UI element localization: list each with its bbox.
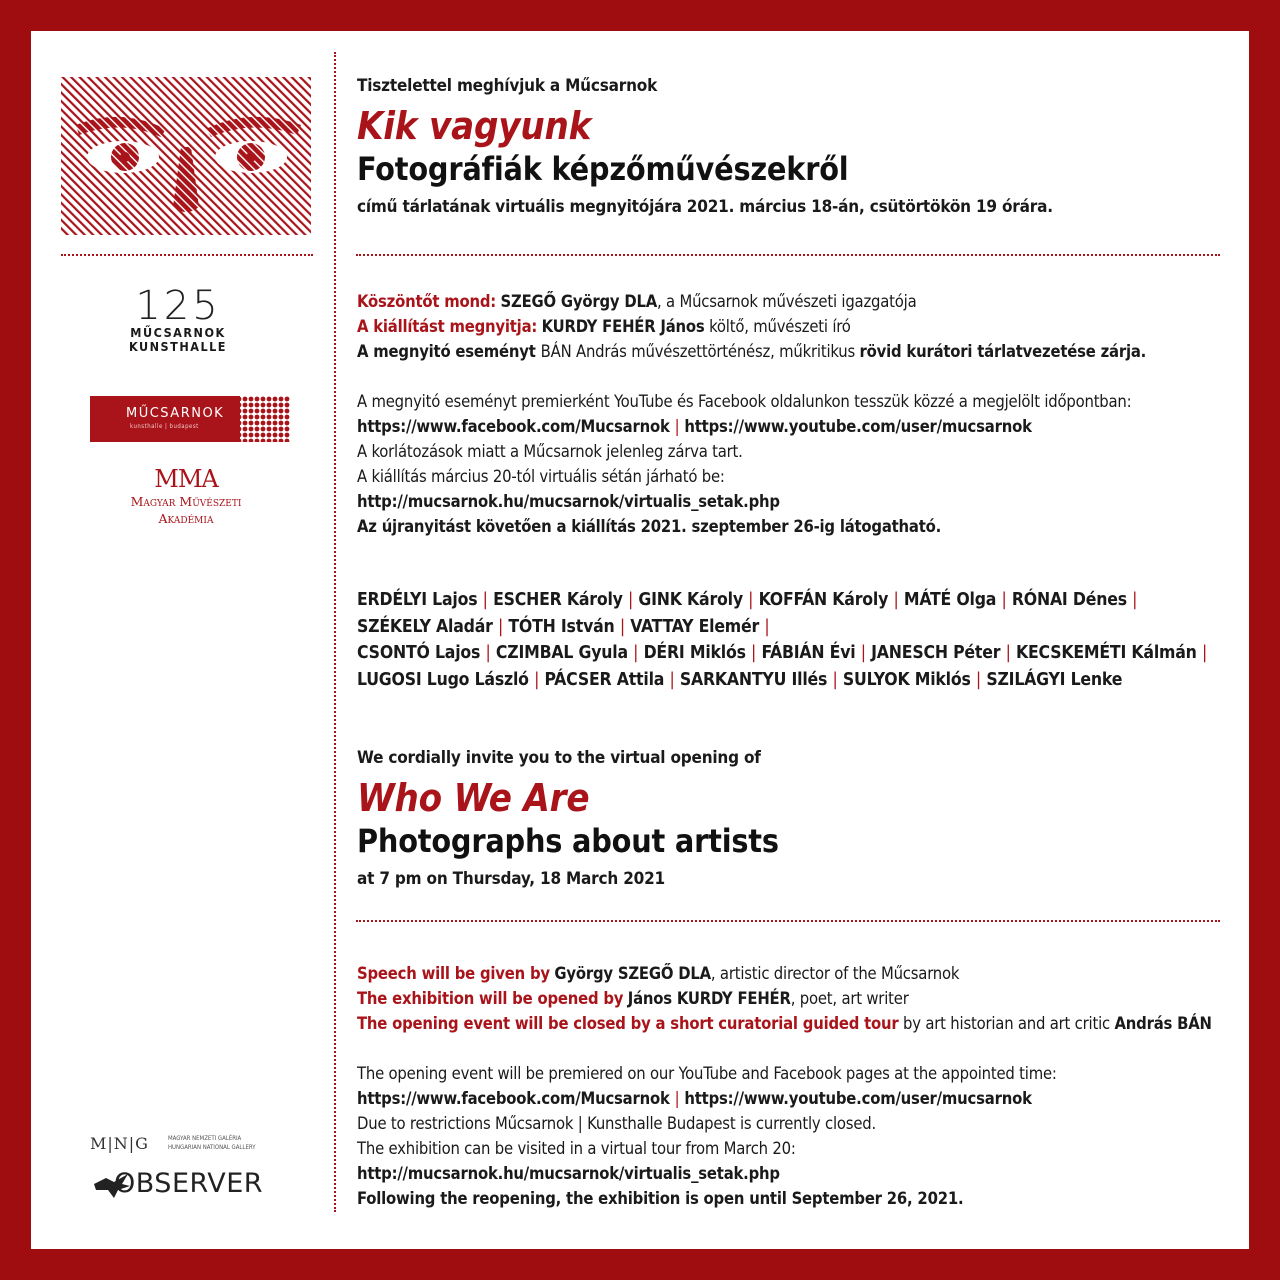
hu-closing-a: A megnyitó eseményt [357,342,541,361]
divider-en [356,920,1220,922]
hu-date-line: című tárlatának virtuális megnyitójára 2021. március 18-án, csütörtökön 19 órára. [357,197,1053,217]
en-header [357,746,1237,892]
en-tour-line: The exhibition can be visited in a virtual tour from March 20: [357,1139,796,1158]
artist-separator: | [534,669,540,690]
artist-name: CSONTÓ Lajos [357,643,481,663]
hu-youtube-link[interactable]: https://www.youtube.com/user/mucsarnok [684,417,1032,436]
observer-text: OBSERVER [114,1168,264,1199]
en-reopen: Following the reopening, the exhibition is open until September 26, 2021. [357,1189,964,1208]
artist-name: SULYOK Miklós [842,669,971,690]
artist-separator: | [1132,590,1138,610]
artist-separator: | [748,590,754,610]
en-closed-mid: by art historian and art critic [898,1014,1115,1033]
artist-name: ERDÉLYI Lajos [357,590,478,610]
artist-name: PÁCSER Attila [544,669,665,690]
artist-separator: | [633,643,639,663]
artist-separator: | [628,590,634,610]
en-closed-name: András BÁN [1114,1014,1212,1033]
artist-separator: | [669,669,675,690]
hu-tour-link[interactable]: http://mucsarnok.hu/mucsarnok/virtualis_setak.php [357,492,780,511]
artist-name: KOFFÁN Károly [758,590,889,610]
artist-row [357,614,1237,641]
observer-logo [92,1168,292,1204]
hu-subtitle: Fotográfiák képzőművészekről [357,150,849,188]
artist-name: FÁBIÁN Évi [761,643,856,663]
artist-separator: | [893,590,899,610]
artist-row [357,640,1237,667]
hu-closing-mid: művészettörténész, műkritikus [626,342,860,361]
artist-name: SARKANTYU Illés [679,669,828,690]
en-opened-label: The exhibition will be opened by [357,989,624,1008]
artist-separator: | [482,590,488,610]
anniversary-number: 125 [135,283,221,329]
hu-opener-rest: költő, művészeti író [704,317,851,336]
hu-closed: A korlátozások miatt a Műcsarnok jelenleg zárva tart. [357,442,743,461]
en-intro: We cordially invite you to the virtual opening of [357,748,761,768]
en-premiere: The opening event will be premiered on our YouTube and Facebook pages at the appointed time: [357,1064,1057,1083]
hu-intro: Tisztelettel meghívjuk a Műcsarnok [357,76,658,96]
artist-separator: | [485,643,491,663]
artist-name: ESCHER Károly [493,590,623,610]
eyes-artwork [61,77,311,235]
artist-separator: | [619,616,625,637]
artist-separator: | [860,643,866,663]
artist-name: KECSKEMÉTI Kálmán [1015,643,1197,663]
mng-line1: MAGYAR NEMZETI GALÉRIA [168,1135,242,1142]
divider-hu [356,254,1220,256]
artist-separator: | [832,669,838,690]
artist-name: DÉRI Miklós [643,643,746,663]
artist-name: MÁTÉ Olga [903,590,997,610]
en-speech-rest: , artistic director of the Műcsarnok [710,964,960,983]
mma-line2: Akadémia [158,511,214,526]
artist-name: SZILÁGYI Lenke [986,669,1123,690]
artist-name: JANESCH Péter [871,643,1001,663]
en-tour-link[interactable]: http://mucsarnok.hu/mucsarnok/virtualis_setak.php [357,1164,780,1183]
artist-separator: | [751,643,757,663]
mucsarnok-badge [90,396,282,442]
hu-reopen: Az újranyitást követően a kiállítás 2021. szeptember 26-ig látogatható. [357,517,942,536]
hu-link-separator: | [674,417,680,436]
artist-separator: | [1001,590,1007,610]
mng-mark: M|N|G [90,1134,149,1153]
hu-closing-b: rövid kurátori tárlatvezetése zárja. [859,342,1147,361]
artist-name: RÓNAI Dénes [1011,590,1127,610]
left-divider [61,254,313,256]
artist-name: TÓTH István [508,616,615,637]
en-speech-label: Speech will be given by [357,964,550,983]
mma-mark: MMA [154,465,218,493]
artist-separator: | [498,616,504,637]
artist-separator: | [1201,643,1208,663]
en-youtube-link[interactable]: https://www.youtube.com/user/mucsarnok [684,1089,1032,1108]
en-title: Who We Are [357,776,590,820]
mucsarnok-badge-text: MŰCSARNOK [126,406,225,421]
hu-header [357,74,1237,220]
hu-premiere: A megnyitó eseményt premierként YouTube és Facebook oldalunkon tesszük közzé a megjelölt időpontban: [357,392,1132,411]
en-opened-rest: , poet, art writer [790,989,909,1008]
en-facebook-link[interactable]: https://www.facebook.com/Mucsarnok [357,1089,670,1108]
en-link-separator: | [674,1089,680,1108]
artist-row [357,587,1237,614]
mucsarnok-badge-sub: kunsthalle | budapest [130,423,199,430]
artist-list [357,587,1237,693]
hu-opener-name: KURDY FEHÉR János [541,317,705,336]
artist-separator: | [764,616,770,637]
anniversary-line1: MŰCSARNOK [130,325,226,340]
hu-tour-line: A kiállítás március 20-tól virtuális sétán járható be: [357,467,725,486]
en-subtitle: Photographs about artists [357,822,779,860]
vertical-divider [334,52,336,1212]
mma-line1: Magyar Művészeti [130,494,242,509]
en-speech-name: György SZEGŐ DLA [554,964,711,983]
anniversary-logo [118,283,238,354]
artist-separator: | [1005,643,1011,663]
hu-program [357,289,1237,539]
en-closed-label: The opening event will be closed by a short curatorial guided tour [357,1014,899,1033]
artist-name: LUGOSI Lugo László [357,669,529,690]
mma-logo [101,465,271,527]
hu-opener-label: A kiállítást megnyitja: [357,317,538,336]
hu-title: Kik vagyunk [357,104,592,148]
artist-name: VATTAY Elemér [630,616,760,637]
artist-row [357,667,1237,694]
artist-name: CZIMBAL Gyula [495,643,628,663]
dot-pattern [230,396,290,442]
en-restrictions: Due to restrictions Műcsarnok | Kunsthalle Budapest is currently closed. [357,1114,877,1133]
mng-line2: HUNGARIAN NATIONAL GALLERY [168,1144,256,1151]
artist-separator: | [975,669,982,690]
hu-greeting-rest: , a Műcsarnok művészeti igazgatója [657,292,917,311]
hu-greeting-name: SZEGŐ György DLA [500,292,658,311]
hu-greeting-label: Köszöntőt mond: [357,292,497,311]
en-opened-name: János KURDY FEHÉR [627,989,791,1008]
en-program [357,961,1237,1211]
anniversary-line2: KUNSTHALLE [129,339,227,354]
en-date-line: at 7 pm on Thursday, 18 March 2021 [357,869,665,889]
artist-name: GINK Károly [638,590,743,610]
mng-logo [90,1134,290,1156]
hu-closing-name: BÁN András [540,342,627,361]
hu-facebook-link[interactable]: https://www.facebook.com/Mucsarnok [357,417,670,436]
artist-name: SZÉKELY Aladár [357,616,493,637]
